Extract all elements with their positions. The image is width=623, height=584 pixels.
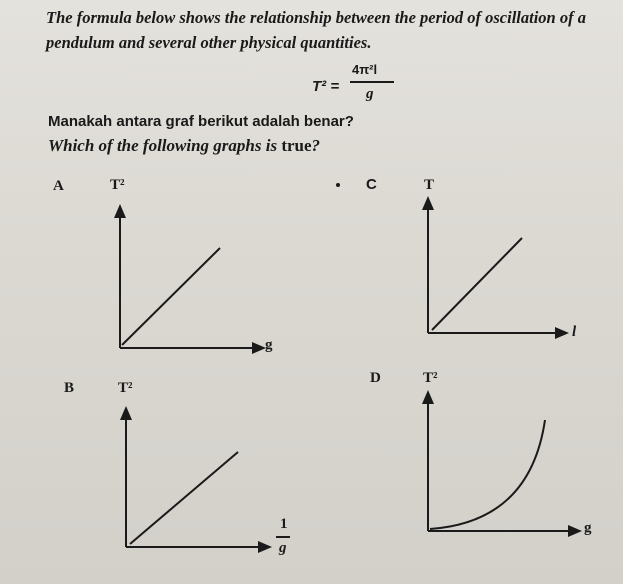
formula-lhs: T² =: [312, 78, 340, 95]
option-b-letter[interactable]: B: [64, 380, 75, 396]
graph-b: [126, 412, 266, 547]
prompt-en-question: Which of the following graphs is true?: [48, 136, 321, 155]
formula-denominator: g: [366, 86, 374, 102]
option-b-fraction-bar: [276, 536, 290, 538]
graph-d-curve: [430, 420, 545, 529]
prompt-en-line2: pendulum and several other physical quantities.: [46, 33, 372, 52]
option-d-y-label: T²: [423, 370, 438, 386]
graph-d: [428, 396, 576, 531]
graph-c: [428, 202, 563, 333]
graph-c-line: [432, 238, 522, 330]
graph-a-line: [122, 248, 220, 345]
prompt-en-line1: The formula below shows the relationship between the period of oscillation of a: [46, 8, 586, 27]
option-b-y-label: T²: [118, 380, 133, 396]
option-a-x-label: g: [265, 337, 273, 353]
option-a-y-label: T²: [110, 177, 125, 193]
option-c-x-label: l: [572, 324, 577, 340]
option-d-letter[interactable]: D: [370, 370, 381, 386]
graph-b-line: [130, 452, 238, 544]
option-b-x-denominator: g: [279, 540, 287, 556]
prompt-ms: Manakah antara graf berikut adalah benar?: [48, 113, 354, 130]
graph-a: [120, 210, 260, 348]
option-c-y-label: T: [424, 177, 435, 193]
option-d-x-label: g: [584, 520, 592, 536]
bullet-dot: [336, 183, 340, 187]
option-c-letter[interactable]: C: [366, 176, 377, 193]
formula-numerator: 4π²l: [352, 62, 378, 77]
option-b-x-numerator: 1: [280, 516, 288, 532]
option-a-letter[interactable]: A: [53, 178, 64, 194]
